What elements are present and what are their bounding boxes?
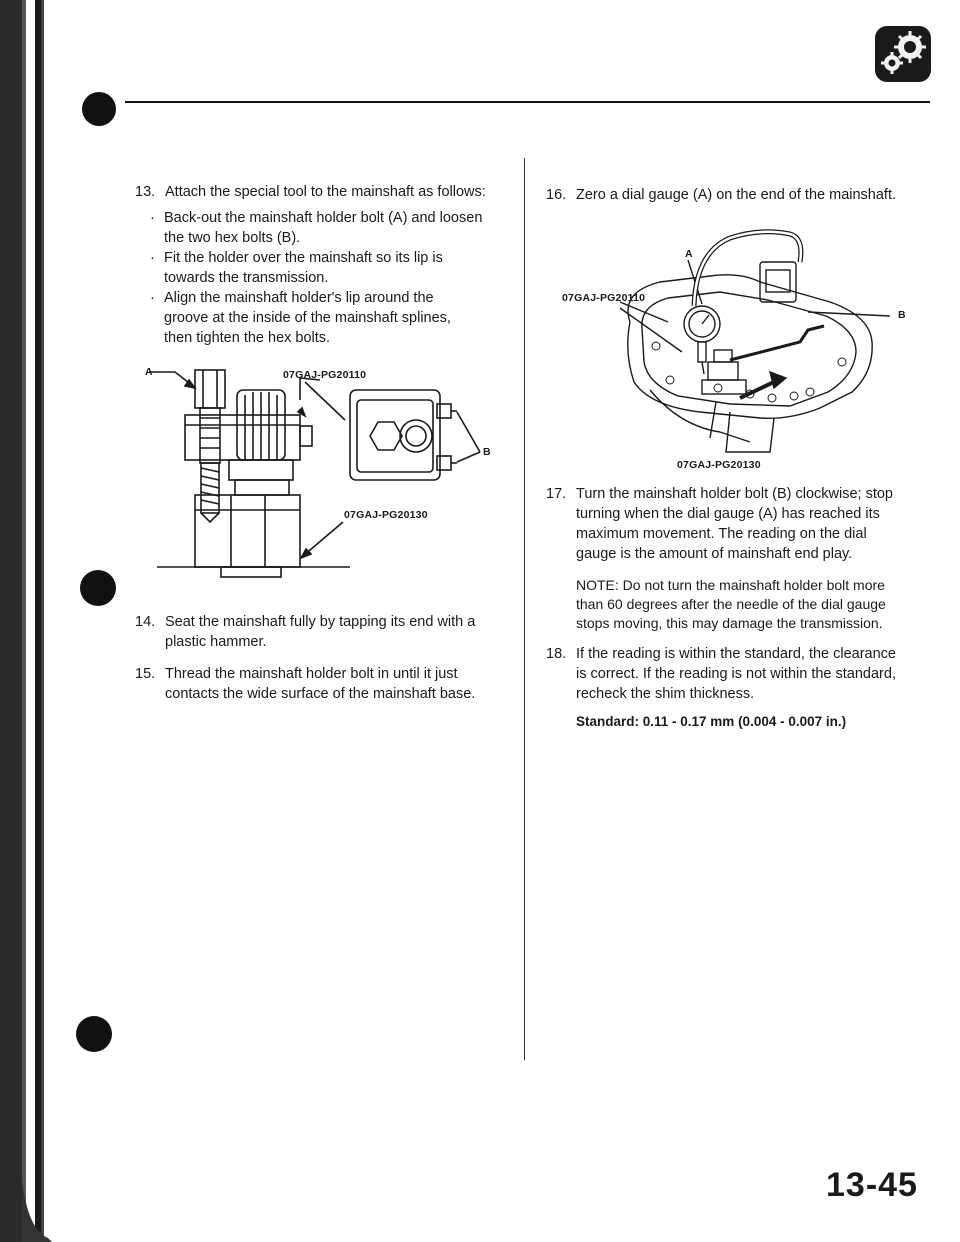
bullet-line: Back-out the mainshaft holder bolt (A) and loosen [164,210,483,226]
step-line: Thread the mainshaft holder bolt in until it just [165,666,458,682]
header-rule [125,101,930,103]
step-line: Turn the mainshaft holder bolt (B) clockwise; stop [576,486,893,502]
step-17 [546,485,946,565]
bullet-line: the two hex bolts (B). [164,230,301,246]
figure1-label-b: B [483,446,491,458]
step-line: recheck the shim thickness. [576,686,755,702]
step-line: is correct. If the reading is not within the standard, [576,666,896,682]
page-number: 13-45 [826,1166,918,1204]
step-number: 15. [135,666,156,682]
note-line: stops moving, this may damage the transmission. [576,615,883,631]
figure1-tool-holder: 07GAJ-PG20110 [283,369,367,381]
figure-mainshaft-holder [145,360,505,600]
binder-hole-bottom [76,1016,112,1052]
bullet-1: · Back-out the mainshaft holder bolt (A) and loosen the two hex bolts (B). [150,210,483,246]
standard-spec: Standard: 0.11 - 0.17 mm (0.004 - 0.007 in.) [576,714,847,729]
step-line: gauge is the amount of mainshaft end play. [576,546,853,562]
step-line: turning when the dial gauge (A) has reached its [576,506,880,522]
gear-icon [874,25,932,83]
step-14 [135,613,520,653]
binder-hole-middle [80,570,116,606]
step-number: 16. [546,187,567,203]
figure-dial-gauge-setup [590,212,910,462]
column-divider [524,158,525,1060]
figure2-tool-holder: 07GAJ-PG20110 [562,292,646,304]
figure2-tool-base: 07GAJ-PG20130 [677,459,761,471]
bullet-3: · Align the mainshaft holder's lip around the groove at the inside of the mainshaft splines, then tighten the hex bolts. [150,290,451,346]
figure2-label-a: A [685,248,693,260]
step-text: Zero a dial gauge (A) on the end of the mainshaft. [576,187,897,203]
step-18 [546,645,946,705]
note-line: NOTE: Do not turn the mainshaft holder bolt more [576,577,885,593]
step-13 [135,183,515,203]
step-line: contacts the wide surface of the mainshaft base. [165,686,476,702]
step-15 [135,665,520,705]
step-number: 18. [546,646,567,662]
note-line: than 60 degrees after the needle of the dial gauge [576,596,886,612]
bullet-line: groove at the inside of the mainshaft splines, [164,310,451,326]
note-block [576,576,946,636]
figure1-label-a: A [145,366,153,378]
step-number: 13. [135,184,156,200]
step-line: plastic hammer. [165,634,267,650]
bullet-line: Fit the holder over the mainshaft so its lip is [164,250,443,266]
bullet-line: Align the mainshaft holder's lip around the [164,290,434,306]
binder-hole-top [82,92,116,126]
step-16 [546,186,941,206]
bullet-line: then tighten the hex bolts. [164,330,331,346]
step-line: maximum movement. The reading on the dial [576,526,867,542]
figure1-tool-base: 07GAJ-PG20130 [344,509,428,521]
step-line: If the reading is within the standard, the clearance [576,646,896,662]
bullet-line: towards the transmission. [164,270,329,286]
bullet-2: · Fit the holder over the mainshaft so its lip is towards the transmission. [150,250,443,286]
step-number: 17. [546,486,567,502]
step-number: 14. [135,614,156,630]
step-text: Attach the special tool to the mainshaft as follows: [165,184,486,200]
figure2-label-b: B [898,309,906,321]
step-line: Seat the mainshaft fully by tapping its end with a [165,614,476,630]
